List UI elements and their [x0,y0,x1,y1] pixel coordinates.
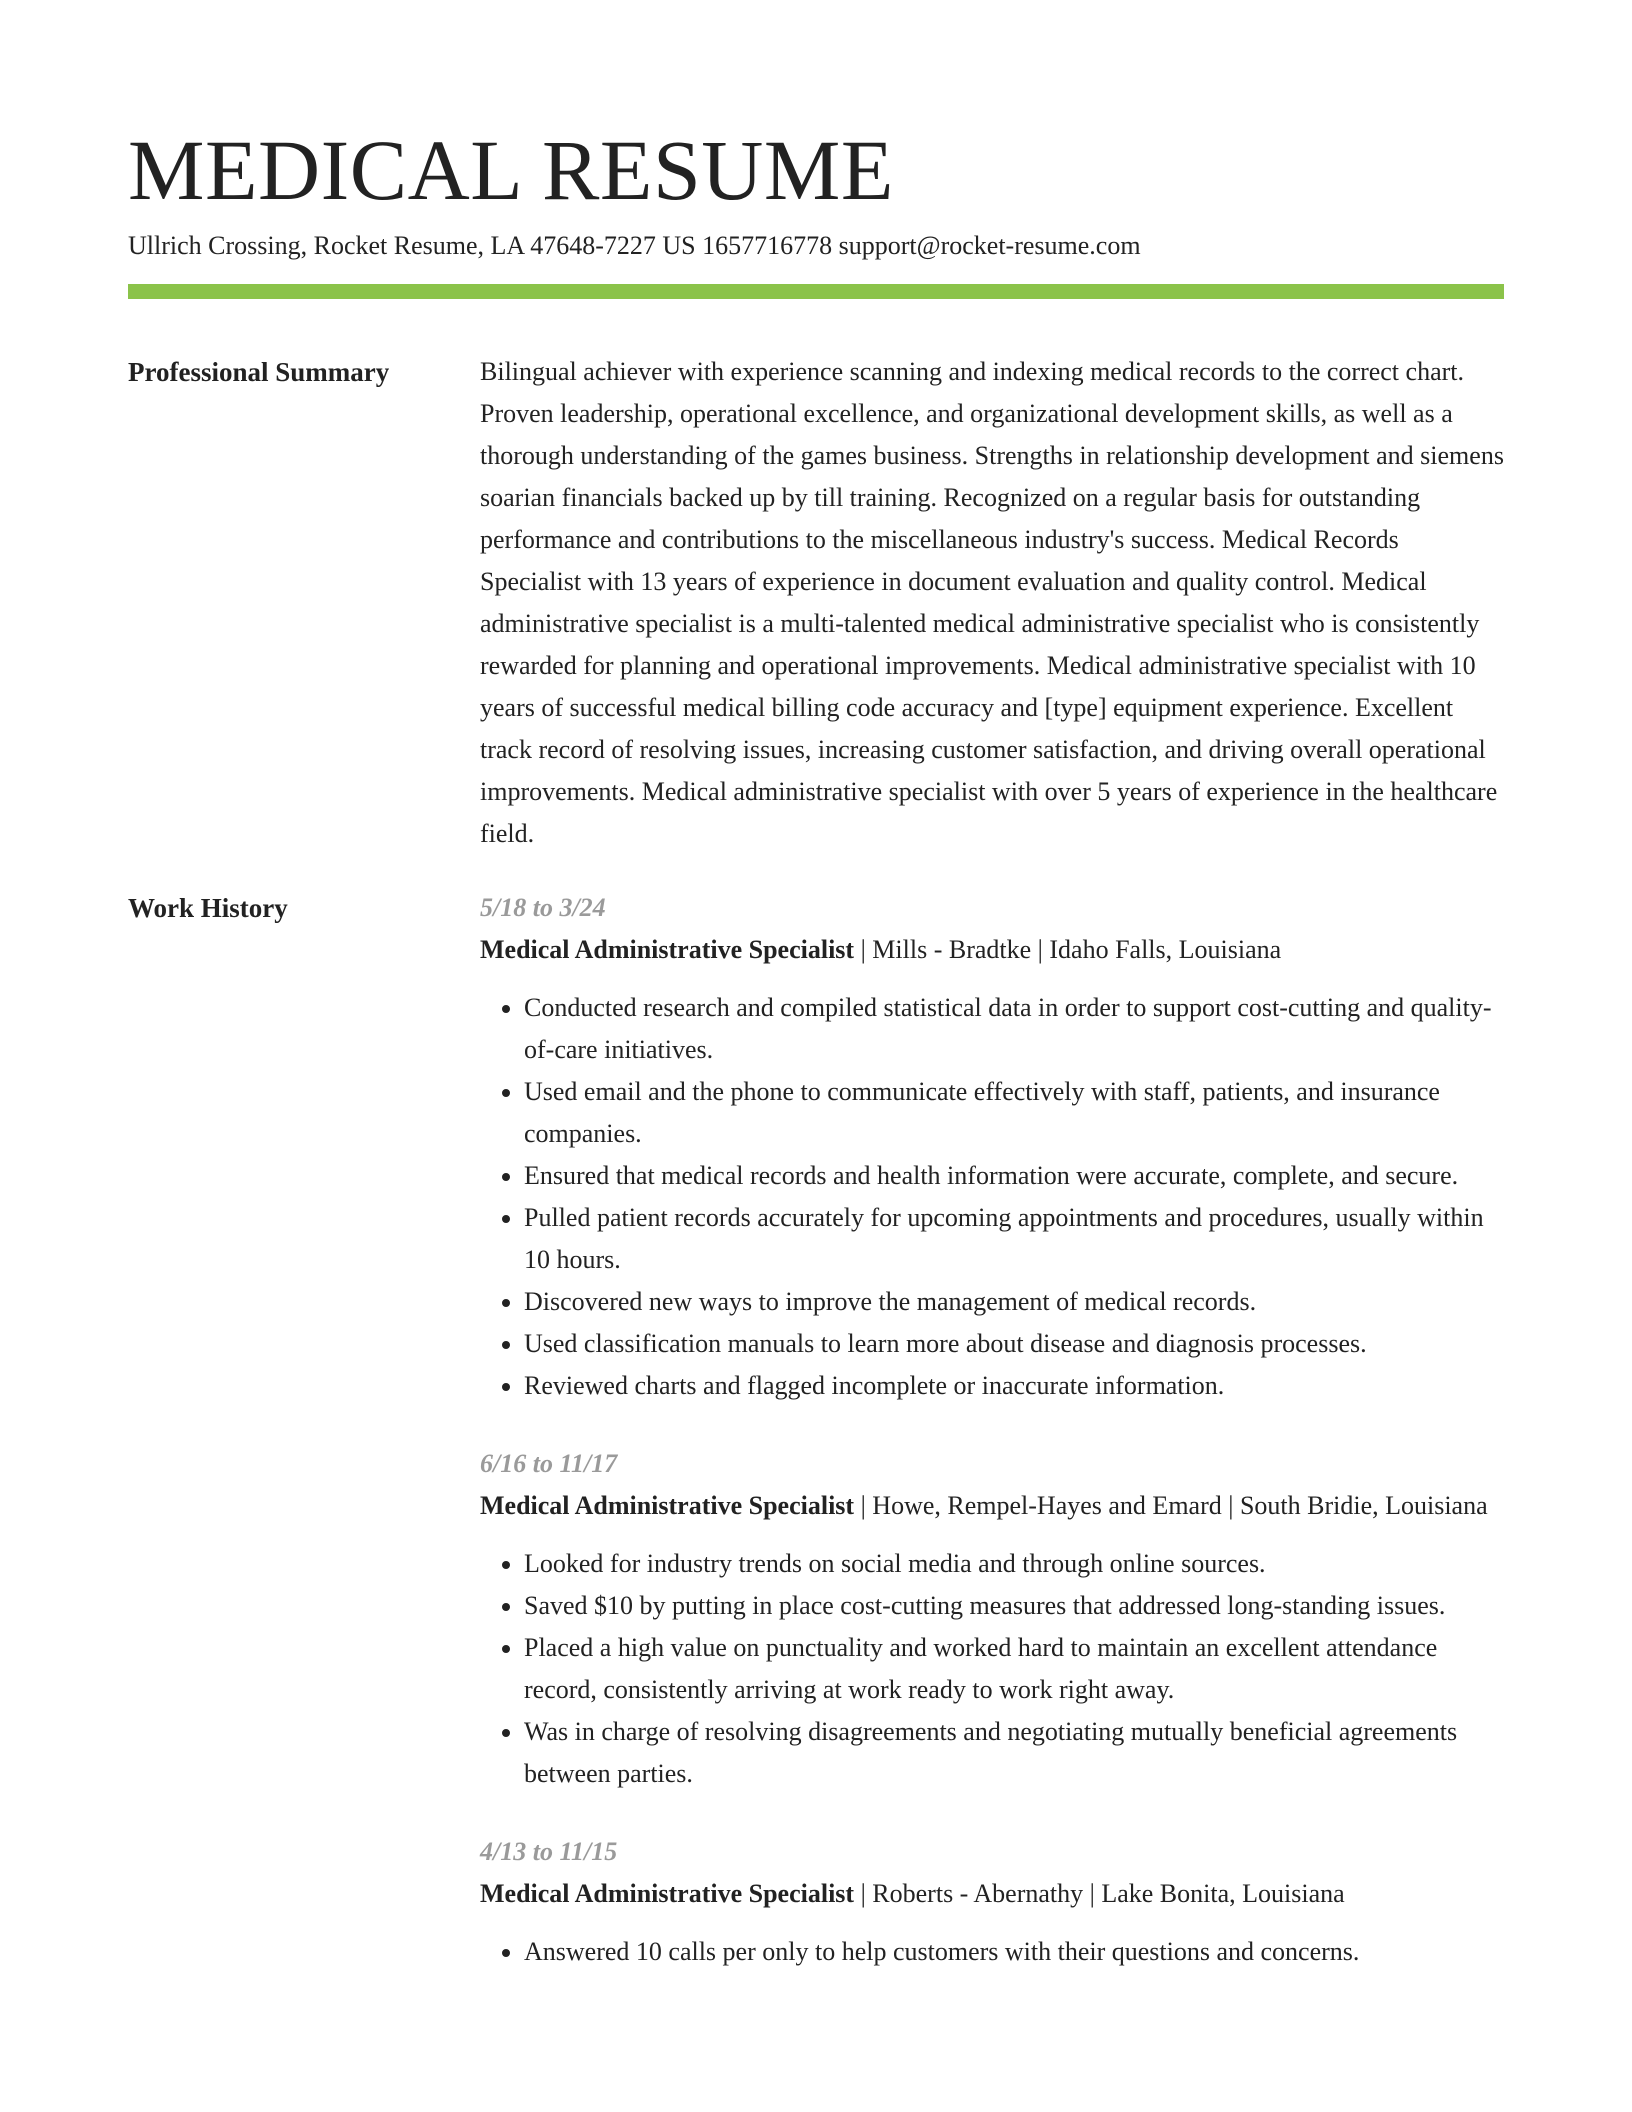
section-label-work-history: Work History [128,893,288,923]
job-entry [480,1443,1504,1795]
job-details: | Roberts - Abernathy | Lake Bonita, Louisiana [854,1879,1345,1908]
job-bullet: • Used email and the phone to communicate effectively with staff, patients, and insurance companies. [524,1071,1504,1155]
job-title-line [480,929,1504,971]
job-bullet: • Answered 10 calls per only to help customers with their questions and concerns. [524,1931,1504,1973]
resume-title: MEDICAL RESUME [128,122,894,218]
job-dates: 6/16 to 11/17 [480,1449,618,1478]
job-bullet: • Ensured that medical records and health information were accurate, complete, and secure. [524,1155,1504,1197]
summary-body [480,351,1504,855]
job-bullets [480,1931,1504,1973]
job-bullet: • Was in charge of resolving disagreements and negotiating mutually beneficial agreements between parties. [524,1711,1504,1795]
job-title: Medical Administrative Specialist [480,1879,855,1908]
job-title-line [480,1873,1504,1915]
job-details: | Mills - Bradtke | Idaho Falls, Louisiana [854,935,1282,964]
job-dates: 4/13 to 11/15 [480,1837,618,1866]
work-history-body [480,887,1504,1973]
job-bullet: • Pulled patient records accurately for upcoming appointments and procedures, usually within 10 hours. [524,1197,1504,1281]
job-details: | Howe, Rempel-Hayes and Emard | South Bridie, Louisiana [854,1491,1488,1520]
job-title-line [480,1485,1504,1527]
job-bullet: • Looked for industry trends on social media and through online sources. [524,1543,1504,1585]
resume-page [128,120,1504,1973]
summary-text: Bilingual achiever with experience scanning and indexing medical records to the correct chart. Proven leadership, operational excellence, and organizational development skills, as well as a thorough understanding of the games business. Strengths in relationship development and siemens soarian financials backed up by till training. Recognized on a regular basis for outstanding performance and contributions to the miscellaneous industry's success. Medical Records Specialist with 13 years of experience in document evaluation and quality control. Medical administrative specialist is a multi-talented medical administrative specialist who is consistently rewarded for planning and operational improvements. Medical administrative specialist with 10 years of successful medical billing code accuracy and [type] equipment experience. Excellent track record of resolving issues, increasing customer satisfaction, and driving overall operational improvements. Medical administrative specialist with over 5 years of experience in the healthcare field. [480,357,1504,848]
work-history-section [128,887,1504,1973]
job-bullet: • Placed a high value on punctuality and worked hard to maintain an excellent attendance record, consistently arriving at work ready to work right away. [524,1627,1504,1711]
job-entry [480,887,1504,1407]
job-bullet: • Discovered new ways to improve the management of medical records. [524,1281,1504,1323]
section-label-summary: Professional Summary [128,357,390,387]
job-title: Medical Administrative Specialist [480,935,855,964]
job-entry [480,1831,1504,1973]
accent-divider [128,284,1504,299]
job-bullets [480,1543,1504,1795]
job-title: Medical Administrative Specialist [480,1491,855,1520]
contact-line: Ullrich Crossing, Rocket Resume, LA 47648-7227 US 1657716778 support@rocket-resume.com [128,231,1141,260]
job-bullet: • Reviewed charts and flagged incomplete or inaccurate information. [524,1365,1504,1407]
job-bullet: • Saved $10 by putting in place cost-cutting measures that addressed long-standing issues. [524,1585,1504,1627]
job-dates: 5/18 to 3/24 [480,893,606,922]
job-bullet: • Conducted research and compiled statistical data in order to support cost-cutting and quality-of-care initiatives. [524,987,1504,1071]
professional-summary-section [128,351,1504,855]
job-bullet: • Used classification manuals to learn more about disease and diagnosis processes. [524,1323,1504,1365]
job-bullets [480,987,1504,1407]
